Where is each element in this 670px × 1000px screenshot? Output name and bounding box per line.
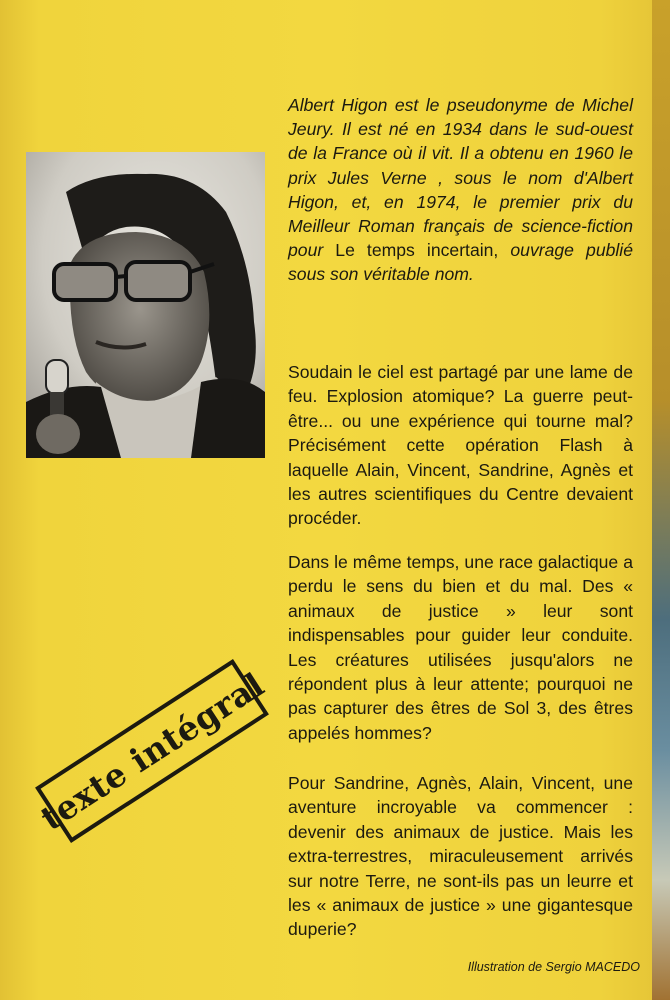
illustration-credit: Illustration de Sergio MACEDO [467, 960, 640, 974]
synopsis-paragraph-1: Soudain le ciel est partagé par une lame de feu. Explosion atomique? La guerre peut-être... ou une expérience qui tourne mal? Précisément cette opération Flash à laquelle Alain, Vincent, Sandrine, Agnès et les autres scientifiques du Centre devaient procéder. [288, 362, 633, 529]
author-photo [26, 152, 265, 458]
synopsis-paragraph-2: Dans le même temps, une race galactique a perdu le sens du bien et du mal. Des « animaux de justice » leur sont indispensables pour guider leur conduite. Les créatures utilisées jusqu'alors ne répondent plus à leur attente; pourquoi ne pas capturer des êtres de Sol 3, des êtres appelés hommes? [288, 552, 633, 743]
texte-integral-stamp: texte intégral [35, 659, 269, 843]
author-bio [288, 93, 633, 287]
synopsis-paragraph-3: Pour Sandrine, Agnès, Alain, Vincent, une aventure incroyable va commencer : devenir des animaux de justice. Mais les extra-terrestres, miraculeusement arrivés sur notre Terre, ne sont-ils pas un leurre et les « animaux de justice » une gigantesque duperie? [288, 773, 633, 940]
book-title: Le temps incertain, [335, 240, 499, 261]
author-bio-text: Albert Higon est le pseudonyme de Michel Jeury. Il est né en 1934 dans le sud-ouest de la France où il vit. Il a obtenu en 1960 le prix Jules Verne , sous le nom d'Albert Higon, et, en 1974, le premier prix du Meilleur Roman français de science-fiction pour [288, 95, 633, 261]
page-edge [652, 0, 670, 1000]
author-bio-text-end: ouvrage publié sous son véritable nom. [288, 240, 633, 285]
